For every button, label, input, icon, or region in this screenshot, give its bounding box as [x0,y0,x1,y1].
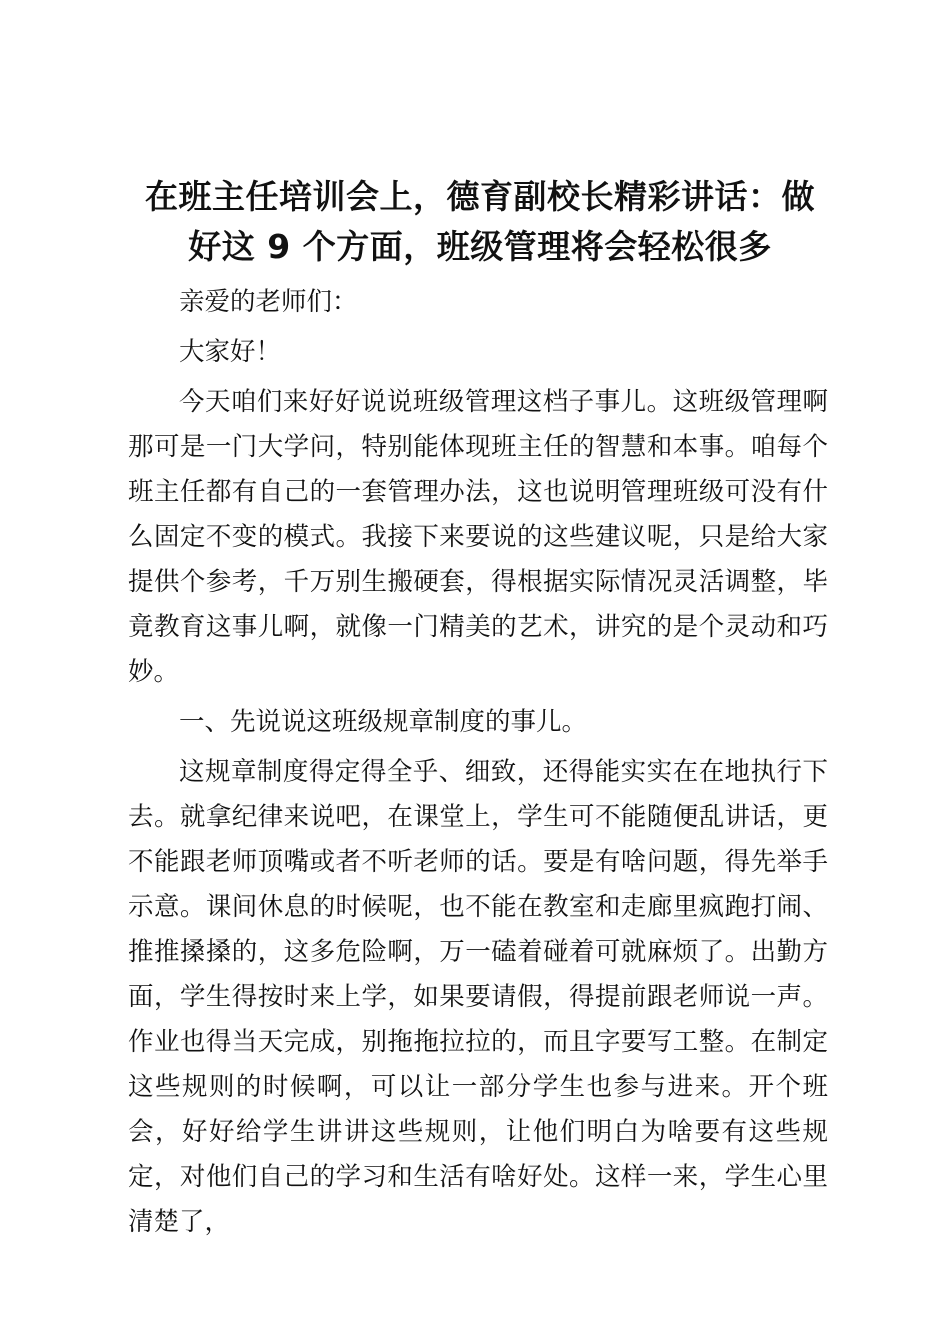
document-title [120,172,840,272]
title-line-2: 好这 9 个方面，班级管理将会轻松很多 [188,227,772,266]
greeting: 亲爱的老师们： [179,287,358,317]
paragraph-rules: 这规章制度得定得全乎、细致，还得能实实在在地执行下去。就拿纪律来说吧，在课堂上，学生可不能随便乱讲话，更不能跟老师顶嘴或者不听老师的话。要是有啥问题，得先举手示意。课间休息的时候呢，也不能在教室和走廊里疯跑打闹、推推搡搡的，这多危险啊，万一磕着碰着可就麻烦了。出勤方面，学生得按时来上学，如果要请假，得提前跟老师说一声。作业也得当天完成，别拖拖拉拉的，而且字要写工整。在制定这些规则的时候啊，可以让一部分学生也参与进来。开个班会，好好给学生讲讲这些规则，让他们明白为啥要有这些规定，对他们自己的学习和生活有啥好处。这样一来，学生心里清楚了， [128,757,828,1237]
section-heading-1: 一、先说说这班级规章制度的事儿。 [179,707,588,737]
document-body [128,280,828,1248]
title-line-1: 在班主任培训会上，德育副校长精彩讲话：做 [145,177,815,216]
salutation: 大家好！ [179,337,282,367]
paragraph-intro: 今天咱们来好好说说班级管理这档子事儿。这班级管理啊那可是一门大学问，特别能体现班主任的智慧和本事。咱每个班主任都有自己的一套管理办法，这也说明管理班级可没有什么固定不变的模式。我接下来要说的这些建议呢，只是给大家提供个参考，千万别生搬硬套，得根据实际情况灵活调整，毕竟教育这事儿啊，就像一门精美的艺术，讲究的是个灵动和巧妙。 [128,387,828,687]
